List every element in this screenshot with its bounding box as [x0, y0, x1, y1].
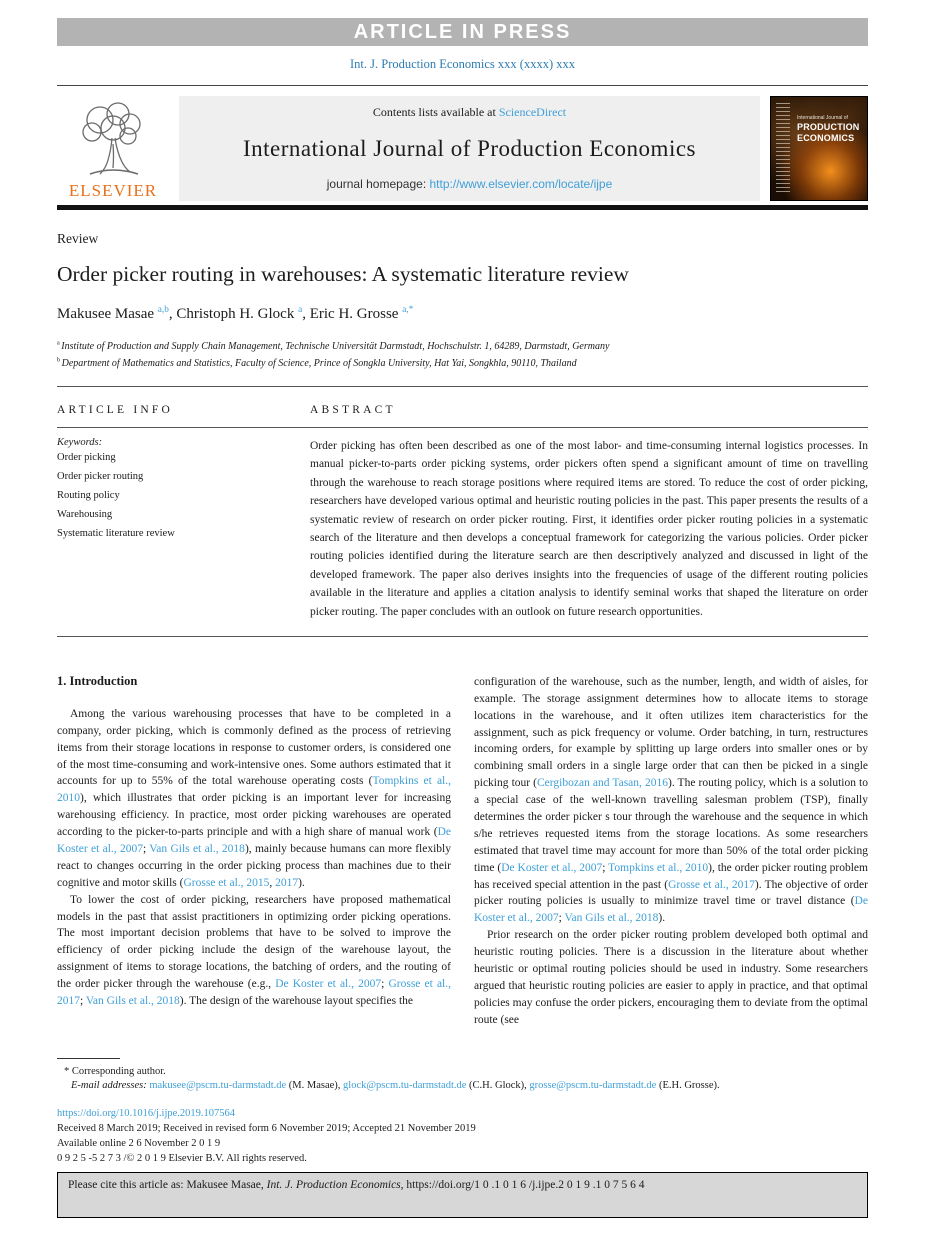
- affiliation-a: $^a$ Institute of Production and Supply Chain Management, Technische Universität Darmstadt, Hochschulstr. 1, 64289, Darmstadt, Germany: [57, 339, 610, 352]
- citation-link[interactable]: Tompkins et al., 2010: [608, 861, 709, 874]
- abstract-text: Order picking has often been described as one of the most labor- and time-consuming internal logistics processes. In manual picker-to-parts order picking systems, order pickers often spend a significant amount of time on travelling through the warehouse to reach storage positions where required items are stored. To reduce the cost of order picking, researchers have developed various optimal and heuristic routing policies in the past. This paper presents the results of a systematic review of research on order picker routing. First, it identifies order picker routing policies in a systematic search of the literature and then develops a conceptual framework for categorizing the various policies. Order picker routing policies identified during the literature search are then descriptively analyzed and discussed in light of the developed framework. The paper also derives insights into the frequencies of usage of the different routing policies available in the literature and applies a citation analysis to identify seminal works that shaped the literature on order picker routing. The paper concludes with an outlook on future research opportunities.: [310, 440, 868, 618]
- citation-link[interactable]: Grosse et al., 2017: [668, 878, 755, 891]
- citation-link[interactable]: De Koster et al., 2007: [57, 826, 451, 856]
- article-type-label: Review: [57, 231, 99, 246]
- received-dates-line: Received 8 March 2019; Received in revised form 6 November 2019; Accepted 21 November 2019: [57, 1122, 476, 1134]
- please-cite-box: Please cite this article as: Makusee Masae, Int. J. Production Economics, https://doi.org/1 0 .1 0 1 6 /j.ijpe.2 0 1 9 .1 0 7 5 6 4: [57, 1172, 868, 1218]
- cover-subtitle: International Journal of: [797, 115, 848, 121]
- body-paragraph: Prior research on the order picker routing problem developed both optimal and heuristic routing policies. There is a discussion in the literature about whether heuristic or optimal routing policies should be used in industry. Some researchers argued that heuristic routing policies are easier to apply in practice, and that optimal policies may confuse the order pickers, encouraging them to deviate from the optimal route (see: [474, 929, 868, 1026]
- journal-reference: Int. J. Production Economics xxx (xxxx) xxx: [350, 57, 575, 71]
- body-columns: [57, 674, 868, 1029]
- keyword: Order picker routing: [57, 471, 144, 483]
- citation-link[interactable]: De Koster et al., 2007: [501, 861, 603, 874]
- citation-link[interactable]: makusee@pscm.tu-darmstadt.de: [149, 1079, 287, 1091]
- abstract-heading: ABSTRACT: [310, 404, 396, 416]
- doi-link[interactable]: https://doi.org/10.1016/j.ijpe.2019.107564: [57, 1107, 236, 1119]
- keywords-label: Keywords:: [57, 437, 103, 448]
- citation-link[interactable]: grosse@pscm.tu-darmstadt.de: [529, 1079, 657, 1091]
- article-info-rule: [57, 427, 310, 428]
- journal-title: International Journal of Production Economics: [242, 135, 696, 161]
- citation-link[interactable]: ScienceDirect: [498, 105, 567, 119]
- body-paragraph: configuration of the warehouse, such as the number, length, and width of aisles, for example. The storage assignment determines how to allocate items to storage locations in the warehouse, and it often utilizes item characteristics for the assignment, such as pick frequency or volume. Order batching, in turn, restructures incoming orders, for example by splitting up large orders into smaller ones or by combining small orders in a single large order that can then be picked in a single picking tour (Cergibozan and Tasan, 2016). The routing policy, which is a solution to a special case of the well-known travelling salesman problem (TSP), finally determines the order picker s tour through the warehouse and the sequence in which s/he retrieves requested items from the storage locations. As some researchers estimated that travel time may account for more than 50% of the total order picking time (De Koster et al., 2007; Tompkins et al., 2010), the order picker routing problem has received special attention in the past (Grosse et al., 2017). The objective of order picker routing policies is usually to minimize travel time or travel distance (De Koster et al., 2007; Van Gils et al., 2018).: [474, 675, 868, 925]
- keyword: Systematic literature review: [57, 528, 175, 540]
- available-online-line: Available online 2 6 November 2 0 1 9: [57, 1137, 221, 1149]
- citation-link[interactable]: De Koster et al., 2007: [474, 895, 868, 925]
- authors-line: Makusee Masae $^{a,b}$, Christoph H. Glock $^a$, Eric H. Grosse $^{a,*}$: [57, 305, 414, 322]
- info-abstract-section: [57, 404, 868, 621]
- masthead-bottom-bar: [57, 205, 868, 210]
- info-section-top-rule: [57, 386, 868, 387]
- body-paragraph: To lower the cost of order picking, researchers have proposed mathematical models in the past that assist practitioners in optimizing order picking operations. The most important decision problems that have to be solved to improve the efficiency of order picking include the design of the warehouse layout, the assignment of items to storage locations, the batching of orders, and the routing of the order picker through the warehouse (e.g., De Koster et al., 2007; Grosse et al., 2017; Van Gils et al., 2018). The design of the warehouse layout specifies the: [57, 893, 452, 1008]
- citation-link[interactable]: glock@pscm.tu-darmstadt.de: [343, 1079, 467, 1091]
- affiliations: [57, 338, 868, 372]
- journal-masthead-box: [179, 96, 760, 201]
- elsevier-logo[interactable]: [57, 96, 169, 201]
- abstract-column: [310, 404, 868, 621]
- body-paragraph: Among the various warehousing processes that have to be completed in a company, order picking, which is commonly defined as the process of retrieving items from their storage locations in response to customer orders, is considered one of the most time-consuming and work-intensive ones. Some authors estimated that it accounts for up to 55% of the total warehouse operating costs (Tompkins et al., 2010), which illustrates that order picking is an important lever for increasing warehousing efficiency. In practice, most order picking warehouses are operated according to the picker-to-parts principle and with a high share of manual work (De Koster et al., 2007; Van Gils et al., 2018), mainly because humans can more flexibly react to changes occurring in the order picking process than machines due to their cognitive and motor skills (Grosse et al., 2015, 2017).: [57, 707, 451, 889]
- abstract-rule: [310, 427, 868, 428]
- journal-cover[interactable]: [770, 96, 868, 201]
- journal-homepage-line: journal homepage: http://www.elsevier.com/locate/ijpe: [326, 177, 613, 191]
- citation-link[interactable]: De Koster et al., 2007: [275, 978, 382, 991]
- left-column: [57, 674, 451, 1029]
- footnote-rule: [57, 1058, 120, 1059]
- masthead: [57, 96, 868, 201]
- citation-link[interactable]: Grosse et al., 2017: [57, 978, 452, 1008]
- corresponding-author-note: * Corresponding author.: [64, 1065, 166, 1077]
- cover-title-2: ECONOMICS: [797, 133, 855, 143]
- citation-link[interactable]: Cergibozan and Tasan, 2016: [537, 777, 668, 790]
- introduction-heading: 1. Introduction: [57, 673, 138, 688]
- cover-sidebar-text: [776, 103, 790, 195]
- citation-link[interactable]: Van Gils et al., 2018: [564, 912, 659, 925]
- citation-link[interactable]: 2017: [275, 876, 299, 889]
- article-info-heading: ARTICLE INFO: [57, 404, 173, 416]
- email-addresses-line: E-mail addresses: makusee@pscm.tu-darmstadt.de (M. Masae), glock@pscm.tu-darmstadt.de (C.H. Glock), grosse@pscm.tu-darmstadt.de (E.H. Grosse).: [71, 1079, 720, 1091]
- elsevier-wordmark: ELSEVIER: [68, 181, 158, 200]
- banner-text: ARTICLE IN PRESS: [353, 20, 572, 43]
- cover-title-1: PRODUCTION: [797, 122, 860, 132]
- keyword: Routing policy: [57, 490, 120, 502]
- citation-link[interactable]: Tompkins et al., 2010: [57, 775, 451, 805]
- citation-link[interactable]: Grosse et al., 2015: [183, 876, 270, 889]
- elsevier-tree-icon: [70, 98, 156, 180]
- contents-lists-line: Contents lists available at ScienceDirect: [372, 105, 567, 119]
- article-info-column: [57, 404, 310, 621]
- issn-copyright-line: 0 9 2 5 -5 2 7 3 /© 2 0 1 9 Elsevier B.V. All rights reserved.: [57, 1152, 307, 1164]
- affiliation-b: $^b$ Department of Mathematics and Statistics, Faculty of Science, Prince of Songkla University, Hat Yai, Songkhla, 90110, Thailand: [57, 356, 577, 369]
- citation-link[interactable]: Van Gils et al., 2018: [85, 995, 180, 1008]
- keyword: Order picking: [57, 452, 116, 463]
- article-in-press-banner: [57, 18, 868, 46]
- article-title: Order picker routing in warehouses: A systematic literature review: [57, 262, 629, 286]
- info-section-bottom-rule: [57, 636, 868, 637]
- citation-link[interactable]: http://www.elsevier.com/locate/ijpe: [429, 177, 613, 191]
- keyword: Warehousing: [57, 509, 113, 521]
- right-column: [474, 674, 868, 1029]
- masthead-top-rule: [57, 85, 868, 86]
- citation-link[interactable]: Van Gils et al., 2018: [149, 843, 245, 856]
